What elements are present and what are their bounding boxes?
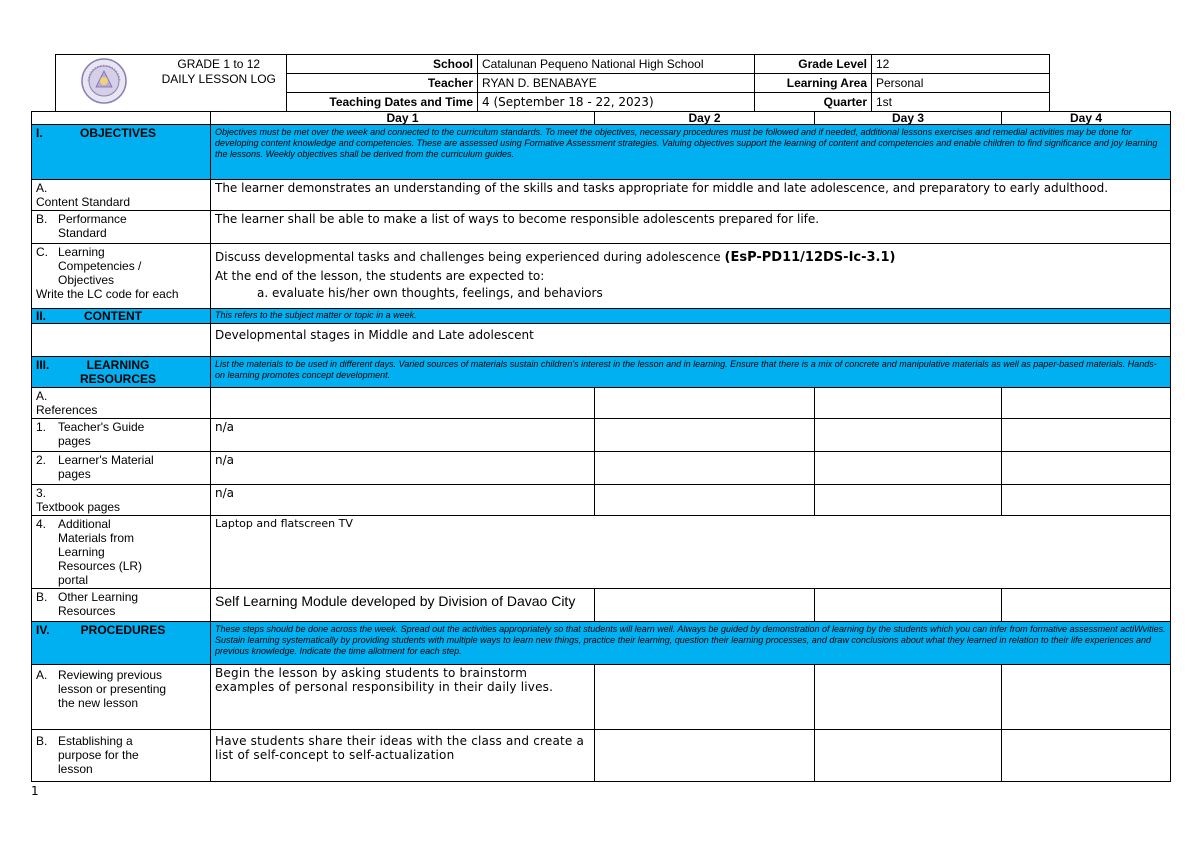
teachers-guide-row [32,419,1171,452]
competencies-line-3: a. evaluate his/her own thoughts, feelings, and behaviors [257,286,603,300]
other-resources-label [32,589,211,622]
references-label [32,388,211,419]
grade-level-label: Grade Level [755,55,872,74]
other-resources-num: B. [36,590,48,604]
dates-label: Teaching Dates and Time [287,93,478,112]
quarter-label: Quarter [755,93,872,112]
references-day4 [1002,388,1171,419]
references-num: A. [36,389,48,403]
reviewing-label [32,665,211,730]
deped-logo-cell [56,55,152,112]
performance-standard-num: B. [36,212,48,226]
learning-area-label: Learning Area [755,74,872,93]
resources-note: List the materials to be used in different days. Varied sources of materials sustain children's interest in the lesson and in learning. Ensure that there is a mix of concrete and manipulative materials as well as paper-based materials. Hands-on learning promotes concept development. [211,357,1171,388]
references-day1 [211,388,595,419]
resources-heading [32,357,211,388]
reviewing-num: A. [36,668,48,682]
reviewing-day1: Begin the lesson by asking students to brainstorm examples of personal responsibility in their daily lives. [211,665,595,730]
content-note: This refers to the subject matter or topic in a week. [211,309,1171,324]
teachers-guide-text: Teacher's Guide pages [58,420,145,448]
competencies-value [211,244,1171,309]
content-number: II. [36,309,47,323]
textbook-text: Textbook pages [36,500,121,514]
content-standard-label [32,180,211,211]
competencies-label [32,244,211,309]
quarter-value: 1st [872,93,1050,112]
competencies-num: C. [36,245,48,259]
learners-material-label [32,452,211,485]
textbook-day1: n/a [211,485,595,516]
title-line-2: DAILY LESSON LOG [161,72,276,86]
textbook-num: 3. [36,486,47,500]
resources-title: LEARNING RESOURCES [79,358,156,386]
teachers-guide-label [32,419,211,452]
day-3-header: Day 3 [815,112,1002,125]
references-text: References [36,403,98,417]
log-title [152,55,287,112]
purpose-day1: Have students share their ideas with the class and create a list of self-concept to self-actualization [211,730,595,782]
textbook-row [32,485,1171,516]
performance-standard-text: Performance Standard [58,212,127,240]
day-4-header: Day 4 [1002,112,1171,125]
procedures-section-row [32,622,1171,665]
teachers-guide-day2 [595,419,815,452]
competencies-note: Write the LC code for each [36,287,179,301]
other-resources-text: Other Learning Resources [58,590,139,618]
references-row [32,388,1171,419]
content-row [32,324,1171,357]
performance-standard-label [32,211,211,244]
learners-material-day4 [1002,452,1171,485]
learners-material-day2 [595,452,815,485]
additional-materials-label [32,516,211,589]
additional-materials-row [32,516,1171,589]
procedures-heading [32,622,211,665]
purpose-day4 [1002,730,1171,782]
day-1-header: Day 1 [211,112,595,125]
school-value: Catalunan Pequeno National High School [478,55,755,74]
content-standard-num: A. [36,181,48,195]
learning-area-value: Personal [872,74,1050,93]
objectives-heading [32,125,211,180]
content-blank [32,324,211,357]
reviewing-row [32,665,1171,730]
references-day3 [815,388,1002,419]
purpose-day2 [595,730,815,782]
reviewing-day3 [815,665,1002,730]
other-resources-day3 [815,589,1002,622]
competencies-text: Learning Competencies / Objectives [58,245,142,287]
objectives-note: Objectives must be met over the week and connected to the curriculum standards. To meet the objectives, necessary procedures must be followed and if needed, additional lessons exercises and remedial activities may be done for developing content knowledge and competencies. These are assessed using Formative Assessment strategies. Valuing objectives support the learning of content and competencies and enable children to find significance and joy learning the lessons. Weekly objectives shall be derived from the curriculum guides. [211,125,1171,180]
competencies-row [32,244,1171,309]
purpose-text: Establishing a purpose for the lesson [58,734,139,776]
content-section-row [32,309,1171,324]
school-label: School [287,55,478,74]
additional-materials-value: Laptop and flatscreen TV [211,516,1171,589]
teachers-guide-day1: n/a [211,419,595,452]
teachers-guide-day3 [815,419,1002,452]
learners-material-row [32,452,1171,485]
content-standard-row [32,180,1171,211]
learners-material-text: Learner's Material pages [58,453,154,481]
textbook-day4 [1002,485,1171,516]
purpose-num: B. [36,734,48,748]
page-number: 1 [31,784,39,798]
teacher-value: RYAN D. BENABAYE [478,74,755,93]
content-standard-text: Content Standard [36,195,131,209]
content-title: CONTENT [84,309,142,323]
learners-material-num: 2. [36,453,47,467]
other-resources-row [32,589,1171,622]
lesson-table [31,111,1171,782]
resources-section-row [32,357,1171,388]
day-header-blank [32,112,211,125]
additional-materials-text: Additional Materials from Learning Resources (LR) portal [58,517,143,587]
objectives-section-row [32,125,1171,180]
day-header-row [32,112,1171,125]
purpose-row [32,730,1171,782]
teachers-guide-num: 1. [36,420,47,434]
competencies-line-1: Discuss developmental tasks and challenges being experienced during adolescence [215,250,725,264]
dates-value: 4 (September 18 - 22, 2023) [478,93,755,112]
competency-code: (EsP-PD11/12DS-Ic-3.1) [724,250,896,265]
grade-level-value: 12 [872,55,1050,74]
textbook-day3 [815,485,1002,516]
header-table [55,54,1050,112]
procedures-note: These steps should be done across the week. Spread out the activities appropriately so that students will learn well. Always be guided by demonstration of learning by the students which you can infer from formative assessment actiWvities. Sustain learning systematically by providing students with multiple ways to learn new things, practice their learning, question their learning processes, and draw conclusions about what they learned in relation to their life experiences and previous knowledge. Indicate the time allotment for each step. [211,622,1171,665]
other-resources-day1: Self Learning Module developed by Division of Davao City [211,589,595,622]
teachers-guide-day4 [1002,419,1171,452]
day-2-header: Day 2 [595,112,815,125]
learners-material-day3 [815,452,1002,485]
additional-materials-num: 4. [36,517,47,531]
performance-standard-value: The learner shall be able to make a list of ways to become responsible adolescents prepared for life. [211,211,1171,244]
objectives-title: OBJECTIVES [79,126,157,140]
purpose-day3 [815,730,1002,782]
teacher-label: Teacher [287,74,478,93]
learners-material-day1: n/a [211,452,595,485]
textbook-label [32,485,211,516]
deped-seal-icon [80,57,128,105]
competencies-line-2: At the end of the lesson, the students are expected to: [215,269,545,283]
reviewing-text: Reviewing previous lesson or presenting the new lesson [58,668,167,710]
title-line-1: GRADE 1 to 12 [177,57,261,71]
reviewing-day2 [595,665,815,730]
content-value: Developmental stages in Middle and Late adolescent [211,324,1171,357]
resources-number: III. [36,358,50,372]
textbook-day2 [595,485,815,516]
references-day2 [595,388,815,419]
procedures-title: PROCEDURES [80,623,166,637]
performance-standard-row [32,211,1171,244]
reviewing-day4 [1002,665,1171,730]
objectives-number: I. [36,126,43,140]
other-resources-day2 [595,589,815,622]
content-standard-value: The learner demonstrates an understanding of the skills and tasks appropriate for middle and late adolescence, and preparatory to early adulthood. [211,180,1171,211]
content-heading [32,309,211,324]
other-resources-day4 [1002,589,1171,622]
purpose-label [32,730,211,782]
procedures-number: IV. [36,623,50,637]
